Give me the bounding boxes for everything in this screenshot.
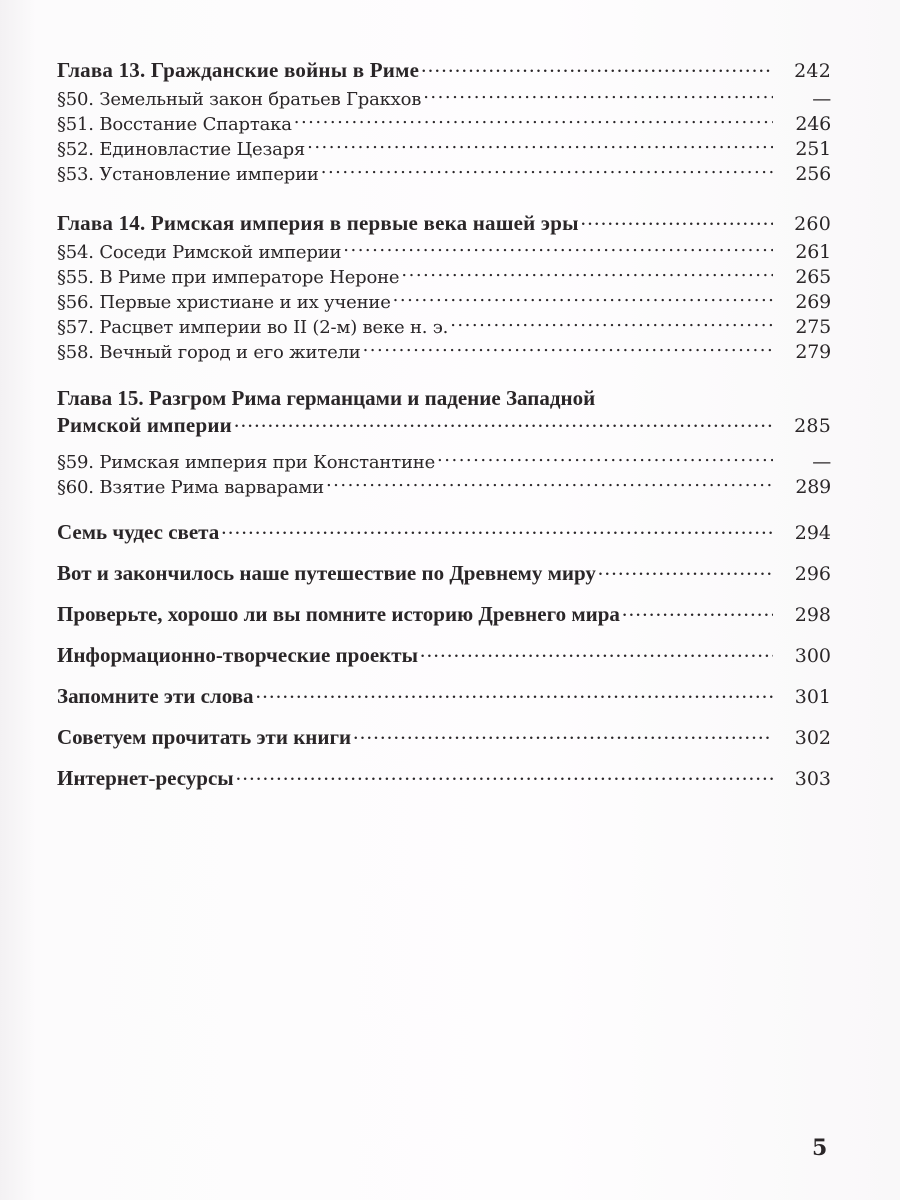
dot-leader bbox=[423, 87, 773, 105]
dot-leader bbox=[321, 162, 773, 180]
entry-title: Информационно-творческие проекты bbox=[57, 643, 418, 667]
page-number: 301 bbox=[794, 686, 831, 708]
toc-section-59 bbox=[57, 450, 831, 475]
page-number: 269 bbox=[795, 291, 831, 313]
toc-chapter-15-line1: Глава 15. Разгром Рима германцами и падение Западной bbox=[57, 386, 596, 410]
page-folio-number: 5 bbox=[812, 1135, 828, 1161]
toc-section-55 bbox=[57, 265, 831, 290]
chapter-title: Римской империи bbox=[57, 413, 232, 437]
dot-leader bbox=[307, 137, 773, 155]
section-title: §52. Единовластие Цезаря bbox=[57, 139, 306, 160]
dot-leader bbox=[393, 290, 773, 308]
toc-chapter-13 bbox=[57, 56, 831, 83]
page-number: 275 bbox=[795, 316, 831, 338]
page-number: 251 bbox=[795, 138, 831, 160]
section-title: §58. Вечный город и его жители bbox=[57, 342, 361, 363]
section-title: §55. В Риме при императоре Нероне bbox=[57, 267, 400, 288]
dot-leader bbox=[363, 340, 773, 358]
dot-leader bbox=[401, 265, 773, 283]
page-number: 261 bbox=[795, 241, 831, 263]
toc-section-53 bbox=[57, 162, 831, 187]
toc-section-54 bbox=[57, 240, 831, 265]
table-of-contents bbox=[57, 56, 831, 791]
section-title: §59. Римская империя при Константине bbox=[57, 452, 436, 473]
toc-section-56 bbox=[57, 290, 831, 315]
page-number: 296 bbox=[794, 563, 831, 585]
toc-internet-resources bbox=[57, 764, 831, 791]
chapter-title: Глава 13. Гражданские войны в Риме bbox=[57, 58, 420, 82]
dot-leader bbox=[598, 559, 773, 580]
toc-chapter-14 bbox=[57, 209, 831, 236]
dot-leader bbox=[236, 764, 773, 785]
toc-section-52 bbox=[57, 137, 831, 162]
section-title: §53. Установление империи bbox=[57, 164, 319, 185]
chapter-title: Глава 14. Римская империя в первые века нашей эры bbox=[57, 211, 579, 235]
page-number: 246 bbox=[795, 113, 831, 135]
section-title: §57. Расцвет империи во II (2-м) веке н. э. bbox=[57, 317, 449, 338]
dot-leader bbox=[221, 518, 773, 539]
toc-section-51 bbox=[57, 112, 831, 137]
entry-title: Проверьте, хорошо ли вы помните историю Древнего мира bbox=[57, 602, 620, 626]
page-number: 265 bbox=[795, 266, 831, 288]
dot-leader bbox=[420, 641, 773, 662]
entry-title: Советуем прочитать эти книги bbox=[57, 725, 352, 749]
section-title: §60. Взятие Рима варварами bbox=[57, 477, 324, 498]
dot-leader bbox=[234, 411, 773, 432]
page-number: — bbox=[812, 88, 831, 110]
toc-seven-wonders bbox=[57, 518, 831, 545]
entry-title: Интернет-ресурсы bbox=[57, 766, 234, 790]
page-number: 303 bbox=[794, 768, 831, 790]
toc-journey-end bbox=[57, 559, 831, 586]
page-number: 279 bbox=[795, 341, 831, 363]
page-number: 242 bbox=[794, 60, 831, 82]
page-number: 302 bbox=[794, 727, 831, 749]
entry-title: Вот и закончилось наше путешествие по Древнему миру bbox=[57, 561, 596, 585]
page-number: 256 bbox=[795, 163, 831, 185]
page-number: 289 bbox=[795, 476, 831, 498]
page-number: 260 bbox=[794, 213, 831, 235]
entry-title: Семь чудес света bbox=[57, 520, 220, 544]
dot-leader bbox=[294, 112, 773, 130]
toc-section-60 bbox=[57, 475, 831, 500]
toc-review-quiz bbox=[57, 600, 831, 627]
toc-chapter-15 bbox=[57, 411, 831, 438]
page-number: 300 bbox=[794, 645, 831, 667]
dot-leader bbox=[256, 682, 773, 703]
page-number: 294 bbox=[794, 522, 831, 544]
dot-leader bbox=[437, 450, 773, 468]
section-title: §50. Земельный закон братьев Гракхов bbox=[57, 89, 422, 110]
dot-leader bbox=[353, 723, 773, 744]
dot-leader bbox=[421, 56, 773, 77]
dot-leader bbox=[343, 240, 773, 258]
toc-section-50 bbox=[57, 87, 831, 112]
page-number: 298 bbox=[794, 604, 831, 626]
page-number: — bbox=[812, 451, 831, 473]
dot-leader bbox=[581, 209, 773, 230]
toc-reading-list bbox=[57, 723, 831, 750]
toc-projects bbox=[57, 641, 831, 668]
entry-title: Запомните эти слова bbox=[57, 684, 254, 708]
section-title: §56. Первые христиане и их учение bbox=[57, 292, 391, 313]
dot-leader bbox=[450, 315, 773, 333]
toc-section-58 bbox=[57, 340, 831, 365]
dot-leader bbox=[326, 475, 773, 493]
toc-section-57 bbox=[57, 315, 831, 340]
section-title: §51. Восстание Спартака bbox=[57, 114, 292, 135]
dot-leader bbox=[622, 600, 773, 621]
toc-glossary bbox=[57, 682, 831, 709]
page-number: 285 bbox=[794, 415, 831, 437]
section-title: §54. Соседи Римской империи bbox=[57, 242, 342, 263]
